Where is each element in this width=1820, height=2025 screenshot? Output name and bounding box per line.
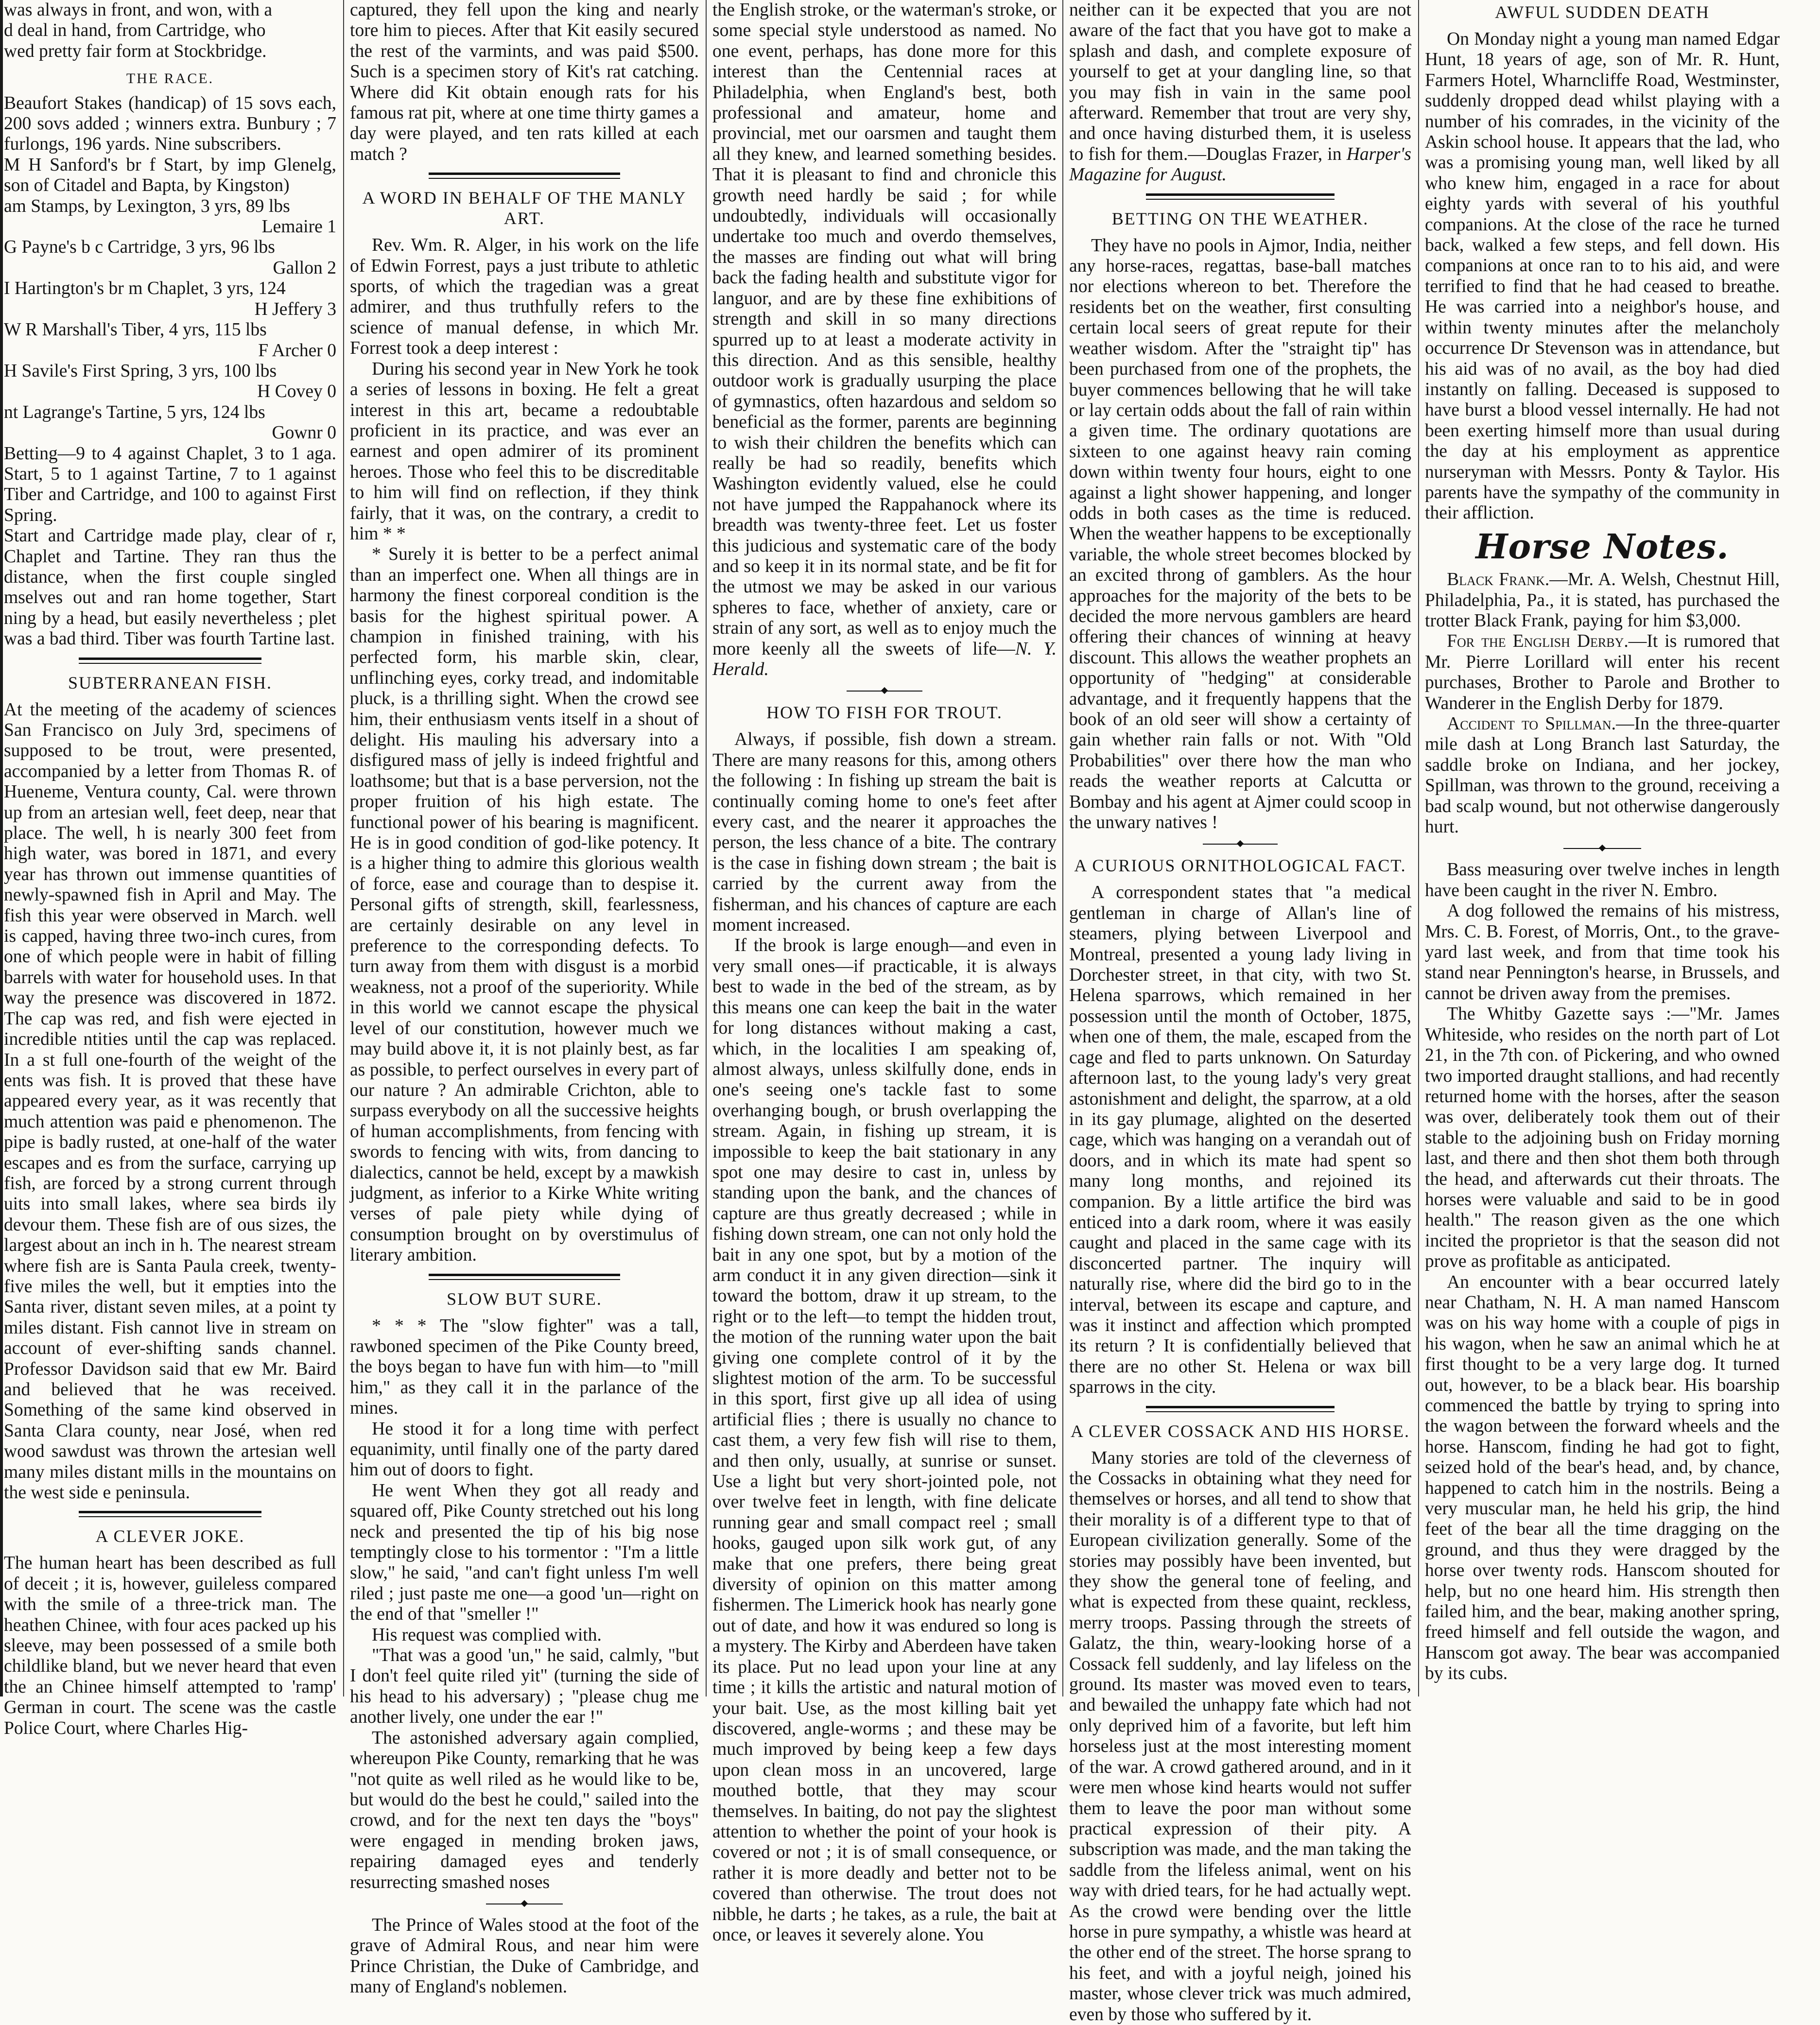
- column-separator: [706, 0, 707, 1696]
- betting-odds: Betting—9 to 4 against Chaplet, 3 to 1 aga. Start, 5 to 1 against Tartine, 7 to 1 against Tiber and Cartridge, and 100 to against First Spring.: [4, 443, 336, 525]
- race-report: Start and Cartridge made play, clear of r, Chaplet and Tartine. They ran thus the distance, when the first couple singled mselves out and ran home together, Start ning by a head, but easily nevertheless ; plet was a bad third. Tiber was fourth Tartine last.: [4, 526, 336, 649]
- note-lead: For the English Derby.: [1447, 631, 1629, 652]
- column-2: [350, 0, 699, 1997]
- race-intro: Beaufort Stakes (handicap) of 15 sovs each, 200 sovs added ; winners extra. Bunbury ; 7 furlongs, 196 yards. Nine subscribers.: [4, 93, 336, 155]
- column-separator: [1062, 0, 1063, 1696]
- article-paragraph: During his second year in New York he took a series of lessons in boxing. He felt a great interest in this art, became a redoubtable proficient in its practice, and was ever an earnest and open admirer of its prominent heroes. Those who feel this to be discreditable to him will find on reflection, if they think fairly, that it was, on the contrary, a credit to him * *: [350, 359, 699, 544]
- article-paragraph: "That was a good 'un," he said, calmly, "but I don't feel quite riled yit" (turning the side of his head to his adversary) ; "please chug me another lively, one under the ear !": [350, 1645, 699, 1728]
- dash-separator: [1563, 848, 1642, 849]
- section-rule: [429, 1274, 621, 1280]
- column-4: [1069, 0, 1411, 2025]
- article-paragraph: He went When they got all ready and squared off, Pike County stretched out his long neck and presented the tip of his big nose temptingly close to his tormentor : "I'm a little slow," he said, "and can't fight unless I'm well riled ; just paste me one—a good 'un—right on the end of that "smeller !": [350, 1480, 699, 1625]
- article-paragraph: Always, if possible, fish down a stream. There are many reasons for this, among others the following : In fishing up stream the bait is continually coming home to one's feet after every cast, and the nearer it approaches the person, the less chance of a bite. The contrary is the case in fishing down stream ; the bait is carried by the current away from the fisherman, and his chances of capture are each moment increased.: [712, 729, 1057, 935]
- note-lead: Accident to Spillman.: [1447, 714, 1616, 734]
- note-text: —In the three-quarter mile dash at Long Branch last Saturday, the saddle broke on Indiana, and her jockey, Spillman, was thrown to the ground, receiving a bad scalp wound, but not otherwise dangerously hurt.: [1425, 714, 1780, 837]
- note-item: [1425, 714, 1780, 837]
- column-separator: [343, 0, 344, 1696]
- article-heading: SLOW BUT SURE.: [447, 1289, 602, 1309]
- article-paragraph: On Monday night a young man named Edgar Hunt, 18 years of age, son of Mr. R. Hunt, Farmers Hotel, Wharncliffe Road, Westminster, suddenly dropped dead whilst playing with a number of his comrades, in the vicinity of the Askin school house. It appears that the lad, who was a promising young man, well liked by all who knew him, engaged in a race for about eighty yards with several of his youthful companions. At the close of the race he turned back, walked a few steps, and fell down. His companions at once ran to to his aid, and were terrified to find that he had ceased to breathe. He was carried into a neighbor's house, and within twenty minutes after the melancholy occurrence Dr Stevenson was in attendance, but his aid was of no avail, as the boy had died instantly on falling. Deceased is supposed to have burst a blood vessel internally. He had not been exerting himself more than usual during the day at his employment as apprentice nurseryman with Messrs. Ponty & Taylor. His parents have the sympathy of the community in their affliction.: [1425, 29, 1780, 523]
- race-jockey: Lemaire 1: [261, 217, 336, 237]
- article-paragraph: A correspondent states that "a medical gentleman in charge of Allan's line of steamers, plying between Liverpool and Montreal, presented a young lady living in Dorchester street, in that city, with two St. Helena sparrows, which remained in her possession until the month of October, 1875, when one of them, the male, escaped from the cage and fled to parts unknown. On Saturday afternoon last, to the young lady's very great astonishment and delight, the sparrow, at a old in its gay plumage, alighted on the deserted cage, which was hanging on a verandah out of doors, and in which its mate had spent so many long months, and rejoined its companion. By a little artifice the bird was enticed into a dark room, where it was easily caught and placed in the same cage with its disconcerted partner. The inquiry will naturally rise, where did the bird go to in the interval, between its escape and capture, and was it instinct and affection which prompted its return ? It is confidentially believed that there are no other St. Helena or wax bill sparrows in the city.: [1069, 883, 1411, 1398]
- note-item: A dog followed the remains of his mistress, Mrs. C. B. Forest, of Morris, Ont., to the grave-yard last week, and from that time took his stand near Pennington's hearse, in Brussels, and cannot be driven away from the premises.: [1425, 901, 1780, 1004]
- dash-separator: [847, 691, 922, 692]
- text-line: d deal in hand, from Cartridge, who: [4, 20, 266, 41]
- article-source: Harper's Magazine for August.: [1069, 144, 1411, 185]
- article-paragraph: He stood it for a long time with perfect equanimity, until finally one of the party dared him out of doors to fight.: [350, 1419, 699, 1480]
- article-heading: A CLEVER JOKE.: [95, 1526, 245, 1546]
- race-entry: M H Sanford's br f Start, by imp Glenelg, son of Citadel and Bapta, by Kingston): [4, 155, 336, 196]
- note-item: An encounter with a bear occurred lately near Chatham, N. H. A man named Hanscom was on his way home with a couple of pigs in his wagon, when he saw an animal which he at first thought to be a very large dog. It turned out, however, to be a black bear. His boarship commenced the battle by trying to spring into the wagon between the forward wheels and the horse. Hanscom, finding he had got to fight, seized hold of the bear's head, and, by chance, happened to catch him in the nostrils. Being a very muscular man, he held his grip, the hind feet of the bear all the time dragging on the ground, and thus they were dragged by the horse over twenty rods. Hanscom shouted for help, but no one heard him. His strength then failed him, and the bear, making another spring, freed himself and fell outside the wagon, and Hanscom got away. The bear was accompanied by its cubs.: [1425, 1272, 1780, 1684]
- article-paragraph: They have no pools in Ajmor, India, neither any horse-races, regattas, base-ball matches nor elections whereon to bet. Therefore the residents bet on the weather, first consulting certain local seers of great repute for their weather wisdom. After the "straight tip" has been purchased from one of the prophets, the buyer commences bellowing that he will take or lay certain odds about the fall of rain within a given time. The ordinary quotations are sixteen to one against heavy rain coming down within twenty four hours, eight to one against a light shower happening, and longer odds in both cases as the time is reduced. When the weather happens to be exceptionally variable, the whole street becomes blocked by an excited throng of gamblers. As the hour approaches for the majority of the bets to be decided the more nervous gamblers are heard offering their chances of winning at heavy discount. This allows the weather prophets an opportunity of "hedging" at considerable advantage, and it frequently happens that the book of an old seer will show a certainty of gain whether rain falls or not. With "Old Probabilities" over there how the man who reads the weather reports at Calcutta or Bombay and his agent at Ajmer could scoop in the unwary natives !: [1069, 235, 1411, 833]
- race-jockey: H Covey 0: [257, 381, 336, 402]
- article-paragraph: Rev. Wm. R. Alger, in his work on the life of Edwin Forrest, pays a just tribute to athletic sports, of which the tragedian was a great admirer, and thus truthfully refers to the science of manual defense, in which Mr. Forrest took a deep interest :: [350, 235, 699, 359]
- article-source: N. Y. Herald.: [712, 639, 1057, 679]
- note-item: [1425, 631, 1780, 714]
- column-5: [1425, 0, 1780, 1696]
- article-heading: A CLEVER COSSACK AND HIS HORSE.: [1070, 1421, 1410, 1441]
- article-body: [712, 0, 1057, 680]
- article-paragraph: If the brook is large enough—and even in very small ones—if practicable, it is always best to wade in the bed of the stream, as by this means one can keep the bait in the water for long distances without making a cast, which, in the localities I am speaking of, almost always, unless skilfully done, ends in one's seeing one's tackle fast to some overhanging bough, or brush overlapping the stream. Again, in fishing up stream, it is impossible to keep the bait stationary in any spot one may desire to cast in, unless by standing upon the bank, and the chances of capture are thus greatly decreased ; while in fishing down stream, one can not only hold the bait in any one spot, but by a motion of the arm conduct it in any given direction—sink it toward the bottom, draw it up stream, to the right or to the left—to tempt the hidden trout, the motion of the running water upon the bait giving one complete control of it by the slightest motion of the arm. To be successful in this sport, first give up all idea of using artificial flies ; there is usually no chance to cast them, a very few fish will rise to them, and then only, usually, at sunrise or sunset. Use a light but very short-jointed pole, not over twelve feet in length, with fine delicate running gear and small compact reel ; small hooks, gauged upon silk work gut, of any make that one prefers, there being great diversity of opinion on this matter among fishermen. The Limerick hook has nearly gone out of date, and how it was endured so long is a mystery. The Kirby and Aberdeen have taken its place. Put no lead upon your line at any time ; it kills the artistic and natural motion of your bait. Use, as the most killing bait yet discovered, angle-worms ; and these may be much improved by being keep a few days upon clean moss in an uncovered, large mouthed bottle, that they may scour themselves. In baiting, do not pay the slightest attention to whether the point of your hook is covered or not ; it is of small consequence, or rather it is more deadly and better not to be covered than otherwise. The trout does not nibble, he darts ; he takes, as a rule, the bait at once, or leaves it severely alone. You: [712, 935, 1057, 1945]
- race-entry: W R Marshall's Tiber, 4 yrs, 115 lbs: [4, 320, 267, 340]
- article-heading: HOW TO FISH FOR TROUT.: [766, 703, 1003, 723]
- article-body: At the meeting of the academy of sciences San Francisco on July 3rd, specimens of supposed to be trout, were presented, accompanied by a letter from Thomas R. of Hueneme, Ventura county, Cal. were thrown up from an artesian well, feet deep, near that place. The well, h is nearly 300 feet from high water, was bored in 1871, and every year has thrown out immense quantities of newly-spawned fish in April and May. The fish this year were observed in March. well is capped, having three two-inch cures, from one of which people were in habit of filling barrels with water for household uses. In that way the presence was discovered in 1872. The cap was red, and fish were ejected in incredible ntities until the cap was replaced. In a st full one-fourth of the weight of the ents was fish. It is proved that these have appeared every year, as it was recently that much attention was paid e phenomenon. The pipe is badly rusted, at one-half of the water escapes and es from the surface, carrying up fish, are forced by a strong current through uits into small lakes, where sea birds ily devour them. These fish are of ous sizes, the largest about an inch in h. The nearest stream where fish are is Santa Paula creek, twenty-five miles the well, but it empties into the Santa river, distant seven miles, at a point ty miles distant. Fish cannot live in stream on account of ever-shifting sands channel. Professor Davidson said that ew Mr. Baird and believed that he was received. Something of the same kind observed in Santa Clara county, near José, when red wood sawdust was thrown the artesian well many miles distant mills in the mountains on the west side e peninsula.: [4, 699, 336, 1503]
- race-jockey: Gownr 0: [272, 423, 336, 443]
- section-rule: [79, 1511, 261, 1517]
- note-item: [1425, 570, 1780, 631]
- note-item: The Whitby Gazette says :—"Mr. James Whiteside, who resides on the north part of Lot 21, in the 7th con. of Pickering, and who owned two imported draught stallions, and had recently returned home with the horses, after the season was over, deliberately took them out of their stable to the adjoining bush on Friday morning last, and there and then shot them both through the head, and afterwards cut their throats. The horses were valuable and said to be in good health." The reason given as the one which incited the proprietor is that the season did not prove as profitable as anticipated.: [1425, 1004, 1780, 1272]
- section-title: Horse Notes.: [1475, 526, 1729, 567]
- dash-separator: [1203, 844, 1278, 845]
- article-heading: A CURIOUS ORNITHOLOGICAL FACT.: [1074, 856, 1406, 876]
- page-edge-shadow: [0, 0, 3, 1696]
- article-body: captured, they fell upon the king and nearly tore him to pieces. After that Kit easily secured the rest of the varmints, and was paid $500. Such is a specimen story of Kit's rat catching. Where did Kit obtain enough rats for his famous rat pit, where at one time thirty games a day were played, and ten rats killed at each match ?: [350, 0, 699, 164]
- race-entry: H Savile's First Spring, 3 yrs, 100 lbs: [4, 361, 277, 381]
- column-separator: [1418, 0, 1419, 1696]
- note-lead: Black Frank.: [1447, 570, 1550, 590]
- article-heading: A WORD IN BEHALF OF THE MANLY ART.: [362, 188, 687, 228]
- article-text: neither can it be expected that you are not aware of the fact that you have got to make a splash and dash, and complete exposure of yourself to get at your dangling line, so that you may fish in vain in the same pool afterward. Remember that trout are very shy, and once having disturbed them, it is useless to fish for them.—Douglas Frazer, in: [1069, 0, 1411, 164]
- race-entry: G Payne's b c Cartridge, 3 yrs, 96 lbs: [4, 237, 275, 258]
- race-jockey: H Jeffery 3: [254, 299, 336, 319]
- article-body: [1069, 0, 1411, 186]
- race-entry: nt Lagrange's Tartine, 5 yrs, 124 lbs: [4, 402, 265, 422]
- article-heading: AWFUL SUDDEN DEATH: [1495, 2, 1710, 22]
- column-3: [712, 0, 1057, 1945]
- section-rule: [1146, 193, 1334, 200]
- article-heading: SUBTERRANEAN FISH.: [68, 673, 273, 692]
- article-heading: BETTING ON THE WEATHER.: [1111, 208, 1369, 228]
- race-jockey: Gallon 2: [273, 258, 336, 278]
- race-entry: I Hartington's br m Chaplet, 3 yrs, 124: [4, 278, 286, 299]
- race-jockey: F Archer 0: [258, 340, 336, 361]
- section-rule: [1146, 1406, 1334, 1412]
- note-text: —Mr. A. Welsh, Chestnut Hill, Philadelphia, Pa., it is stated, has purchased the trotter Black Frank, paying for him $3,000.: [1425, 570, 1780, 631]
- text-line: was always in front, and won, with a: [4, 0, 273, 20]
- race-heading: THE RACE.: [126, 70, 214, 87]
- race-entry: am Stamps, by Lexington, 3 yrs, 89 lbs: [4, 196, 290, 216]
- article-paragraph: His request was complied with.: [372, 1625, 602, 1645]
- section-rule: [429, 173, 621, 179]
- article-paragraph: * Surely it is better to be a perfect animal than an imperfect one. When all things are in harmony the finest corporeal condition is the basis for the highest spiritual power. A champion in finished training, with his perfected form, his marble skin, clear, unflinching eyes, corky tread, and indomitable pluck, is a thrilling sight. When the crowd see him, their enthusiasm vents itself in a shout of delight. His mauling his adversary into a disfigured mass of jelly is indeed frightful and loathsome; but that is a base perversion, not the proper fruition of his high estate. The functional power of his bearing is magnificent. He is in good condition of god-like potency. It is a higher thing to admire this glorious wealth of force, ease and courage than to despise it. Personal gifts of strength, skill, fearlessness, are certainly desirable on any level in preference to the corresponding defects. To turn away from them with disgust is a morbid weakness, not a proof of the superiority. While in this world we cannot escape the physical level of our constitution, however much we may build above it, it is not plainly best, as far as possible, to perfect ourselves in every part of our nature ? An admirable Crichton, able to surpass everybody on all the successive heights of human accomplishments, from fencing with swords to fencing with wits, from dancing to dialectics, cannot be held, except by a mawkish judgment, as inferior to a Kirke White writing verses of pale piety while dying of consumption brought on by overstimulus of literary ambition.: [350, 544, 699, 1265]
- section-rule: [79, 658, 261, 664]
- column-1: [4, 0, 336, 1738]
- article-text: the English stroke, or the waterman's stroke, or some special style understood as named. No one event, perhaps, has done more for this interest than the Centennial races at Philadelphia, when England's best, both professional and amateur, home and provincial, met our oarsmen and taught them all they knew, and learned something besides. That it is pleasant to find and chronicle this growth need hardly be said ; for while undoubtedly, individuals will occasionally undertake too much and overdo themselves, the masses are finding out what will bring back the fading health and substitute vigor for languor, and are by these fine exhibitions of strength and skill in so many directions spurred up to at least a moderate activity in this direction. And as this sensible, healthy outdoor work is gradually usurping the place of gymnastics, often hazardous and seldom so beneficial as the former, parents are beginning to wish their children the benefits which can really be had so readily, benefits which Washington evidently valued, else he could not have jumped the Rappahanock where its breadth was twenty-three feet. Let us foster this judicious and systematic care of the body and so keep it in its normal state, and be fit for the utmost we may be asked in our various spheres to face, whether of anxiety, care or strain of any sort, as well as to enjoy much the more keenly all the sweets of life—: [712, 0, 1057, 659]
- article-paragraph: Many stories are told of the cleverness of the Cossacks in obtaining what they need for themselves or horses, and all tend to show that their morality is of a different type to that of European civilization generally. Some of the stories may possibly have been invented, but they show the general tone of feeling, and what is expected from these quaint, reckless, merry troops. Passing through the streets of Galatz, the thin, weary-looking horse of a Cossack fell suddenly, and lay lifeless on the ground. Its master was moved even to tears, and bewailed the unhappy fate which had not only deprived him of a favorite, but left him horseless just at the most interesting moment of the war. A crowd gathered around, and in it were men whose kind hearts would not suffer them to leave the poor man without some practical expression of their pity. A subscription was made, and the man taking the saddle from the lifeless animal, went on his way with dried tears, for he had actually wept. As the crowd were bending over the little horse in pure sympathy, a whistle was heard at the other end of the street. The horse sprang to his feet, and with a joyful neigh, joined his master, whose clever trick was much admired, even by those who suffered by it.: [1069, 1448, 1411, 2025]
- article-paragraph: * * * The "slow fighter" was a tall, rawboned specimen of the Pike County breed, the boys began to have fun with him—to "mill him," as they call it in the parlance of the mines.: [350, 1315, 699, 1419]
- article-body: The human heart has been described as full of deceit ; it is, however, guileless compared with the smile of a three-trick man. The heathen Chinee, with four aces packed up his sleeve, may been possessed of a smile both childlike bland, but we never heard that even the an Chinee himself attempted to 'ramp' German in court. The scene was the castle Police Court, where Charles Hig-: [4, 1553, 336, 1738]
- news-item: The Prince of Wales stood at the foot of the grave of Admiral Rous, and near him were Prince Christian, the Duke of Cambridge, and many of England's noblemen.: [350, 1915, 699, 1997]
- note-item: Bass measuring over twelve inches in length have been caught in the river N. Embro.: [1425, 860, 1780, 900]
- text-line: wed pretty fair form at Stockbridge.: [4, 41, 267, 61]
- note-text: —It is rumored that Mr. Pierre Lorillard will enter his recent purchases, Brother to Parole and Brother to Wanderer in the English Derby for 1879.: [1425, 631, 1780, 713]
- article-paragraph: The astonished adversary again complied, whereupon Pike County, remarking that he was "not quite as well riled as he would like to be, but would do the best he could," sailed into the crowd, and for the next ten days the "boys" were engaged in mending broken jaws, repairing damaged eyes and tenderly resurrecting smashed noses: [350, 1728, 699, 1892]
